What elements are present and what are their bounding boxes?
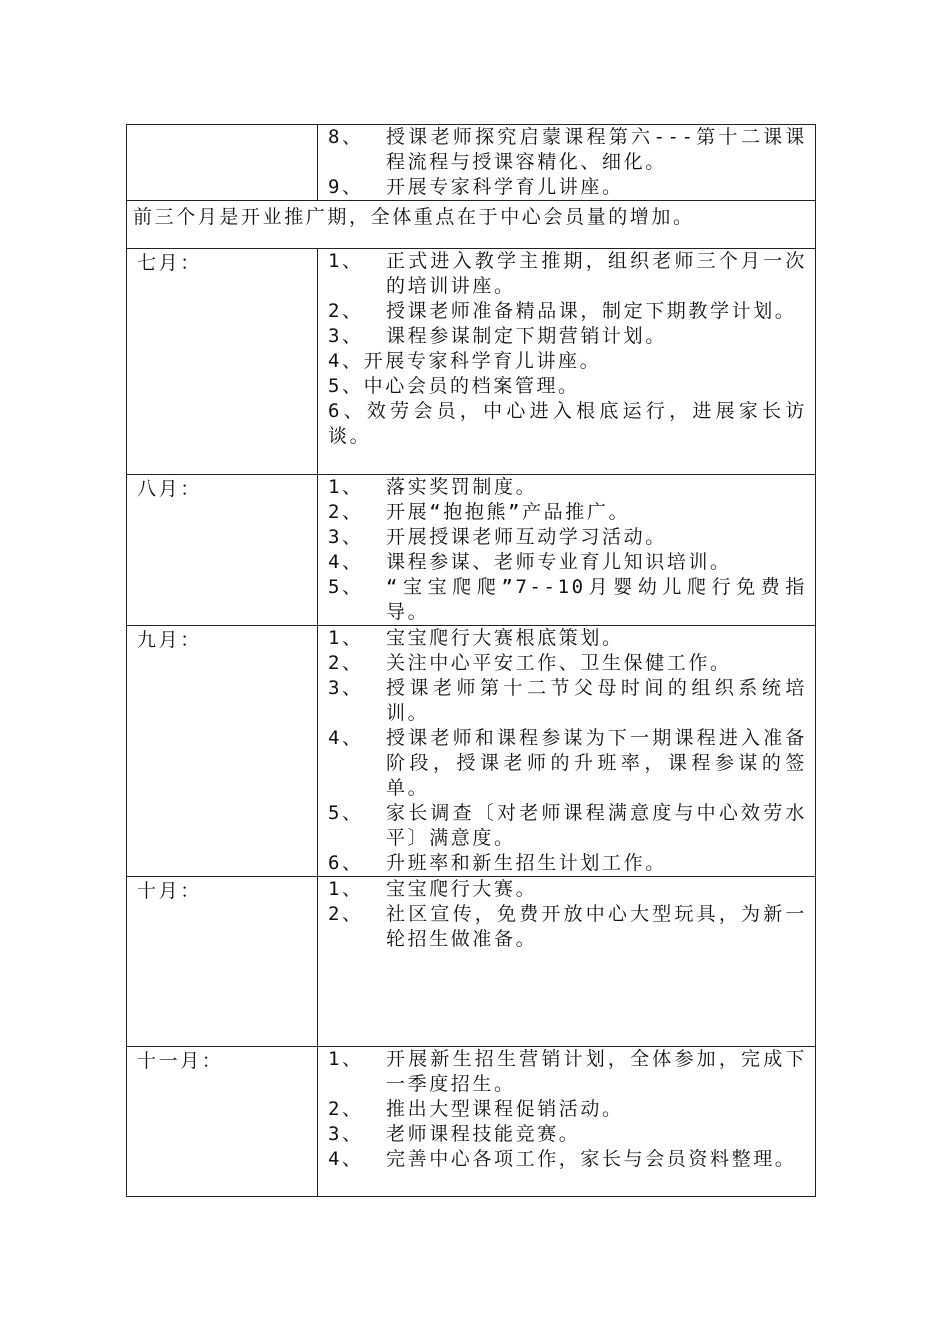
list-item: 5、中心会员的档案管理。	[328, 375, 580, 397]
list-item	[328, 626, 807, 651]
items-cell	[318, 626, 816, 877]
list-item	[328, 249, 807, 299]
list-item	[328, 851, 807, 876]
list-item	[328, 575, 807, 625]
item-number: 2、	[328, 903, 364, 925]
month-label: 九月：	[127, 626, 318, 877]
item-text: 宝宝爬行大赛根底策划。	[386, 627, 624, 649]
item-text: 家长调查〔对老师课程满意度与中心效劳水平〕满意度。	[386, 802, 807, 849]
item-number: 1、	[328, 250, 364, 272]
item-text: 老师课程技能竞赛。	[386, 1123, 581, 1145]
item-number: 9、	[328, 176, 364, 198]
item-text: 开展专家科学育儿讲座。	[386, 176, 624, 198]
items-cell	[318, 125, 816, 201]
list-item	[328, 1047, 807, 1097]
list-item	[328, 1122, 807, 1147]
list-item	[328, 175, 807, 200]
list-item	[328, 299, 807, 324]
item-number: 3、	[328, 325, 364, 347]
item-text: 授课老师探究启蒙课程第六---第十二课课程流程与授课容精化、细化。	[386, 126, 807, 173]
month-label: 八月：	[127, 475, 318, 626]
list-item: 6、效劳会员，中心进入根底运行，进展家长访谈。	[328, 400, 807, 447]
item-number: 5、	[328, 576, 364, 598]
item-number: 2、	[328, 1098, 364, 1120]
item-number: 2、	[328, 501, 364, 523]
item-text: 授课老师准备精品课，制定下期教学计划。	[386, 300, 797, 322]
table-row	[127, 201, 816, 249]
table-row	[127, 249, 816, 475]
list-item	[328, 801, 807, 851]
item-text: 开展授课老师互动学习活动。	[386, 526, 667, 548]
item-text: 升班率和新生招生计划工作。	[386, 852, 667, 874]
item-number: 3、	[328, 526, 364, 548]
item-text: 正式进入教学主推期，组织老师三个月一次的培训讲座。	[386, 250, 807, 297]
item-number: 3、	[328, 1123, 364, 1145]
items-cell	[318, 1047, 816, 1197]
month-label: 十月：	[127, 877, 318, 1047]
item-number: 3、	[328, 677, 364, 699]
item-number: 1、	[328, 627, 364, 649]
items-cell	[318, 475, 816, 626]
list-item	[328, 1097, 807, 1122]
items-cell	[318, 877, 816, 1047]
list-item	[328, 125, 807, 175]
list-item	[328, 550, 807, 575]
item-text: 宝宝爬行大赛。	[386, 878, 538, 900]
item-text: 开展“抱抱熊”产品推广。	[386, 501, 631, 523]
item-text: 课程参谋制定下期营销计划。	[386, 325, 667, 347]
list-item	[328, 902, 807, 952]
item-text: 推出大型课程促销活动。	[386, 1098, 624, 1120]
item-text: 授课老师和课程参谋为下一期课程进入准备阶段，授课老师的升班率，课程参谋的签单。	[386, 727, 807, 799]
list-item	[328, 525, 807, 550]
item-text: 落实奖罚制度。	[386, 476, 538, 498]
table-row	[127, 626, 816, 877]
table-row	[127, 475, 816, 626]
item-number: 2、	[328, 300, 364, 322]
list-item	[328, 877, 807, 902]
item-text: 关注中心平安工作、卫生保健工作。	[386, 652, 732, 674]
item-number: 4、	[328, 551, 364, 573]
list-item	[328, 324, 807, 349]
item-number: 6、	[328, 852, 364, 874]
items-cell	[318, 249, 816, 475]
item-text: 授课老师第十二节父母时间的组织系统培训。	[386, 677, 807, 724]
item-text: 完善中心各项工作，家长与会员资料整理。	[386, 1148, 797, 1170]
month-label: 十一月：	[127, 1047, 318, 1197]
month-cell	[127, 125, 318, 201]
list-item	[328, 651, 807, 676]
item-text: 课程参谋、老师专业育儿知识培训。	[386, 551, 732, 573]
item-number: 1、	[328, 476, 364, 498]
item-number: 5、	[328, 802, 364, 824]
item-text: 社区宣传，免费开放中心大型玩具，为新一轮招生做准备。	[386, 903, 807, 950]
list-item	[328, 676, 807, 726]
table-row	[127, 877, 816, 1047]
note-cell: 前三个月是开业推广期，全体重点在于中心会员量的增加。	[127, 201, 816, 249]
item-text: “宝宝爬爬”7--10月婴幼儿爬行免费指导。	[386, 576, 807, 623]
list-item	[328, 500, 807, 525]
item-number: 1、	[328, 1048, 364, 1070]
item-number: 4、	[328, 727, 364, 749]
plan-table	[126, 124, 816, 1197]
item-number: 4、	[328, 1148, 364, 1170]
list-item	[328, 475, 807, 500]
list-item	[328, 1147, 807, 1172]
list-item: 4、开展专家科学育儿讲座。	[328, 350, 602, 372]
table-row	[127, 125, 816, 201]
item-number: 8、	[328, 126, 364, 148]
month-label: 七月：	[127, 249, 318, 475]
item-number: 2、	[328, 652, 364, 674]
list-item	[328, 726, 807, 801]
table-row	[127, 1047, 816, 1197]
item-text: 开展新生招生营销计划，全体参加，完成下一季度招生。	[386, 1048, 807, 1095]
item-number: 1、	[328, 878, 364, 900]
